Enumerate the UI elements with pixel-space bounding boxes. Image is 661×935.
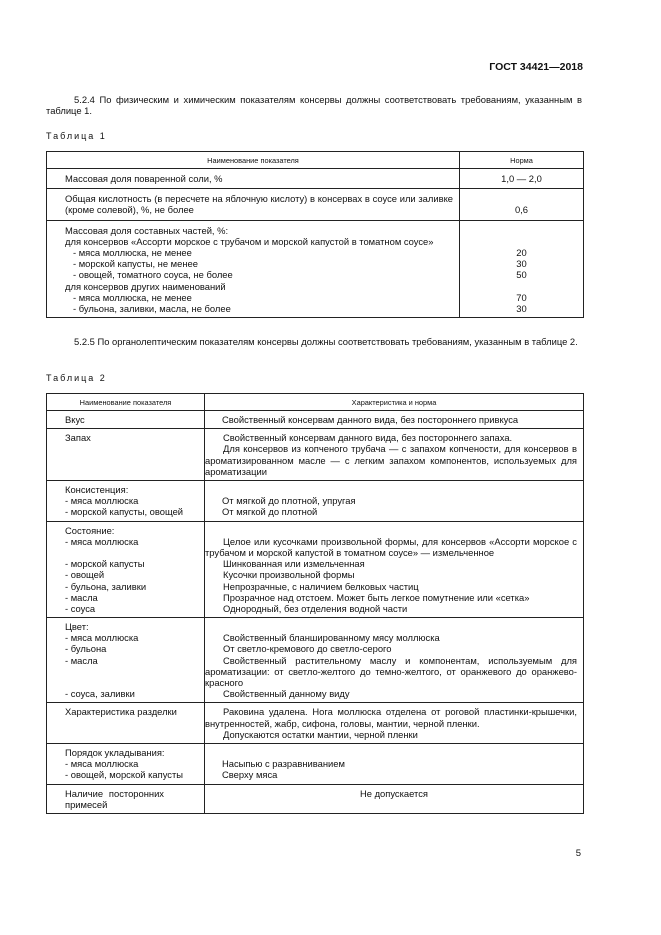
table-2-state-v4: Непрозрачные, с наличием белковых частиц <box>223 580 419 592</box>
table-2-state-v3: Кусочки произвольной формы <box>223 569 355 581</box>
table-2-consistency-value <box>205 481 584 522</box>
table-1-row3-norm8: 30 <box>516 302 527 314</box>
table-2-smell-v1: Свойственный консервам данного вида, без постороннего запаха. <box>223 432 513 444</box>
table-2-state-title: Состояние: <box>65 524 115 536</box>
table-1-row3-line1: Массовая доля составных частей, %: <box>65 224 229 236</box>
table-1-row3-norm3: 20 <box>516 246 527 258</box>
table-1-row3-line4: - морской капусты, не менее <box>73 258 198 270</box>
table-2-state-s6: - соуса <box>65 602 96 614</box>
table-1-row3-norm7: 70 <box>516 291 527 303</box>
table-1-row3-line5: - овощей, томатного соуса, не более <box>73 269 233 281</box>
table-2-color-name <box>47 618 205 703</box>
table-2-col-char: Характеристика и норма <box>205 394 584 411</box>
table-1-row3-norm4: 30 <box>516 258 527 270</box>
table-row <box>47 411 584 429</box>
table-1-col-name: Наименование показателя <box>47 152 460 169</box>
table-1 <box>46 151 584 318</box>
table-2-color-v1: Свойственный бланшированному мясу моллюска <box>223 632 440 644</box>
table-1-header-row <box>47 152 584 169</box>
table-row <box>47 481 584 522</box>
table-1-row3-line8: - бульона, заливки, масла, не более <box>73 302 231 314</box>
table-2-cutting-v1: Раковина удалена. Нога моллюска отделена от роговой пластинки-крышечки, внутренностей, жабр, сифона, головы, мантии, черной пленки. <box>205 706 577 729</box>
table-2-color-v4: Свойственный данному виду <box>223 688 350 700</box>
table-1-row3-norm5: 50 <box>516 269 527 281</box>
table-2-color-s1: - мяса моллюска <box>65 632 139 644</box>
table-2-color-v3: Свойственный растительному маслу и компонентам, используемым для ароматизации: от светло-желтого до темно-желтого, от оранжевого до оранжево-красного <box>205 654 577 689</box>
table-1-col-norm: Норма <box>460 152 584 169</box>
table-2-taste-value: Свойственный консервам данного вида, без постороннего привкуса <box>205 411 584 429</box>
table-row <box>47 784 584 813</box>
table-1-row3-line7: - мяса моллюска, не менее <box>73 291 192 303</box>
table-2-state-value <box>205 521 584 618</box>
paragraph-5-2-4 <box>46 94 582 116</box>
table-2-caption: Таблица 2 <box>46 373 107 383</box>
table-2 <box>46 393 584 814</box>
table-2-packing-name <box>47 744 205 785</box>
table-2-state-s1: - мяса моллюска <box>65 535 139 547</box>
table-2-cutting-value <box>205 703 584 744</box>
table-2-state-s4: - бульона, заливки <box>65 580 147 592</box>
table-2-consistency-name <box>47 481 205 522</box>
table-2-color-s4: - соуса, заливки <box>65 688 135 700</box>
table-1-row2-name: Общая кислотность (в пересчете на яблочную кислоту) в консервах в соусе или заливке (кроме солевой), %, не более <box>47 189 460 220</box>
table-2-packing-s2: - овощей, морской капусты <box>65 769 184 781</box>
table-2-cutting-name: Характеристика разделки <box>47 703 205 744</box>
table-2-state-name <box>47 521 205 618</box>
table-row <box>47 521 584 618</box>
table-2-consistency-title: Консистенция: <box>65 484 129 496</box>
table-2-impurities-value: Не допускается <box>205 784 584 813</box>
table-2-packing-v2: Сверху мяса <box>222 769 278 781</box>
table-1-row3-line3: - мяса моллюска, не менее <box>73 246 192 258</box>
table-row <box>47 744 584 785</box>
table-1-caption: Таблица 1 <box>46 131 107 141</box>
table-2-consistency-v1: От мягкой до плотной, упругая <box>222 495 356 507</box>
table-2-impurities-name: Наличие посторонних примесей <box>47 784 205 813</box>
table-row <box>47 703 584 744</box>
table-1-row1-name: Массовая доля поваренной соли, % <box>47 169 460 189</box>
table-2-state-v5: Прозрачное над отстоем. Может быть легкое помутнение или «сетка» <box>223 591 530 603</box>
table-2-color-v2: От светло-кремового до светло-серого <box>223 643 392 655</box>
paragraph-5-2-5 <box>46 336 582 347</box>
table-1-row3-name <box>47 220 460 318</box>
table-2-packing-value <box>205 744 584 785</box>
table-2-taste-name: Вкус <box>47 411 205 429</box>
table-2-packing-s1: - мяса моллюска <box>65 758 139 770</box>
table-1-row2-norm: 0,6 <box>460 189 584 220</box>
table-row <box>47 169 584 189</box>
table-2-packing-title: Порядок укладывания: <box>65 747 165 759</box>
table-1-row3-line2: для консервов «Ассорти морское с трубачом и морской капустой в томатном соусе» <box>65 235 434 247</box>
table-row <box>47 429 584 481</box>
table-2-smell-v2: Для консервов из копченого трубача — с запахом копчености, для консервов в ароматизированном масле — с легким запахом компонентов, используемых для ароматизации <box>205 443 577 477</box>
table-2-consistency-s1: - мяса моллюска <box>65 495 139 507</box>
table-2-color-s2: - бульона <box>65 643 107 655</box>
table-2-consistency-s2: - морской капусты, овощей <box>65 506 184 518</box>
table-2-cutting-v2: Допускаются остатки мантии, черной пленки <box>223 728 418 740</box>
table-2-state-v6: Однородный, без отделения водной части <box>223 602 408 614</box>
table-2-color-value <box>205 618 584 703</box>
table-2-consistency-v2: От мягкой до плотной <box>222 506 318 518</box>
table-1-row1-norm: 1,0 — 2,0 <box>460 169 584 189</box>
table-2-smell-value <box>205 429 584 481</box>
document-code: ГОСТ 34421—2018 <box>489 61 583 73</box>
table-2-packing-v1: Насыпью с разравниванием <box>222 758 345 770</box>
table-row <box>47 220 584 318</box>
table-row <box>47 189 584 220</box>
table-2-state-v2: Шинкованная или измельченная <box>223 558 365 570</box>
table-2-smell-name: Запах <box>47 429 205 481</box>
table-2-header-row <box>47 394 584 411</box>
table-1-row3-line6: для консервов других наименований <box>65 280 226 292</box>
table-2-color-title: Цвет: <box>65 621 89 633</box>
paragraph-5-2-4-text: 5.2.4 По физическим и химическим показателям консервы должны соответствовать требованиям, указанным в таблице 1. <box>46 94 582 117</box>
table-2-state-v1: Целое или кусочками произвольной формы, для консервов «Ассорти морское с трубачом и морской капустой в томатном соусе» — измельченное <box>205 535 577 558</box>
page-number: 5 <box>575 848 581 859</box>
table-2-state-s3: - овощей <box>65 569 105 581</box>
table-2-color-s3: - масла <box>65 654 98 666</box>
table-1-row3-norm <box>460 220 584 318</box>
table-2-state-s5: - масла <box>65 591 98 603</box>
table-2-state-s2: - морской капусты <box>65 558 145 570</box>
table-row <box>47 618 584 703</box>
paragraph-5-2-5-text: 5.2.5 По органолептическим показателям консервы должны соответствовать требованиям, указанным в таблице 2. <box>74 336 578 347</box>
table-2-col-name: Наименование показателя <box>47 394 205 411</box>
